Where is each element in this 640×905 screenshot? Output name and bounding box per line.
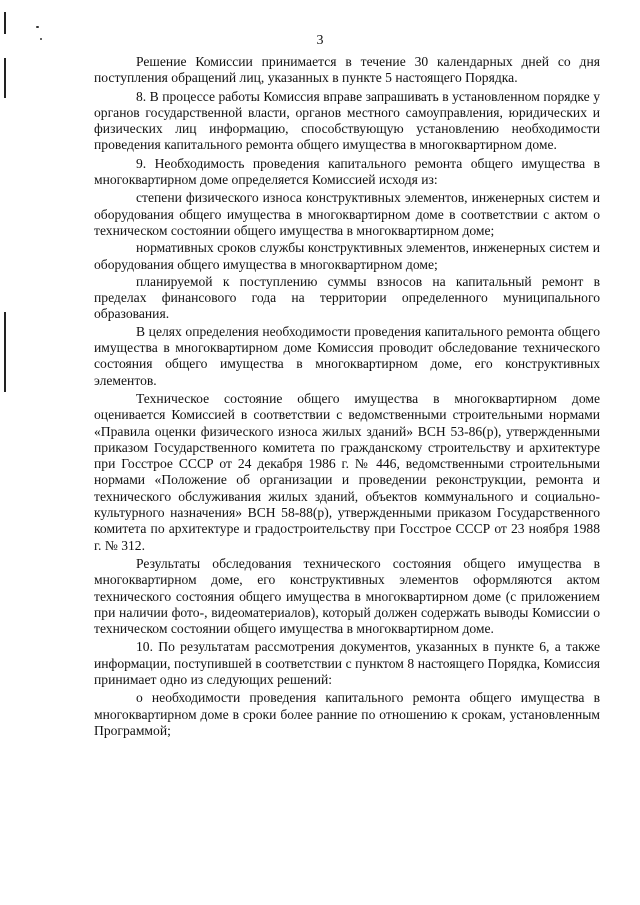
scan-margin-mark (4, 58, 6, 98)
scan-margin-mark (4, 312, 6, 392)
scan-margin-mark (4, 12, 6, 34)
criterion-service-life: нормативных сроков службы конструктивных элементов, инженерных систем и оборудования общего имущества в многоквартирном доме; (94, 240, 600, 272)
paragraph-9: 9. Необходимость проведения капитального ремонта общего имущества в многоквартирном доме определяется Комиссией исходя из: (94, 155, 600, 188)
paragraph-10: 10. По результатам рассмотрения документов, указанных в пункте 6, а также информации, поступившей в соответствии с пунктом 8 настоящего Порядка, Комиссия принимает одно из следующих решений: (94, 639, 600, 687)
decision-option-earlier: о необходимости проведения капитального ремонта общего имущества в многоквартирном доме в сроки более ранние по отношению к срокам, установленным Программой; (94, 690, 600, 738)
paragraph-decision-term: Решение Комиссии принимается в течение 30 календарных дней со дня поступления обращений лиц, указанных в пункте 5 настоящего Порядка. (94, 54, 600, 86)
paragraph-technical-state: Техническое состояние общего имущества в многоквартирном доме оценивается Комиссией в соответствии с ведомственными строительными нормами «Правила оценки физического износа жилых зданий» ВСН 53-86(р), утвержденными приказом Государственного комитета по гражданскому строительству и архитектуре при Госстрое СССР от 24 декабря 1986 г. № 446, ведомственными строительными нормами «Положение об организации и проведении реконструкции, ремонта и технического обслуживания жилых зданий, объектов коммунального и социально-культурного назначения» ВСН 58-88(р), утвержденными приказом Государственного комитета по архитектуре и градостроительству при Госстрое СССР от 23 ноября 1988 г. № 312. (94, 390, 600, 553)
scan-dot (36, 26, 39, 28)
document-body (94, 54, 600, 741)
criterion-contributions: планируемой к поступлению суммы взносов на капитальный ремонт в пределах финансового года на территории определенного муниципального образования. (94, 273, 600, 322)
paragraph-8: 8. В процессе работы Комиссия вправе запрашивать в установленном порядке у органов государственной власти, органов местного самоуправления, юридических и физических лиц информацию, способствующую установлению необходимости проведения капитального ремонта общего имущества в многоквартирном доме. (94, 88, 600, 153)
criterion-wear: степени физического износа конструктивных элементов, инженерных систем и оборудования общего имущества в многоквартирном доме в соответствии с актом о техническом состоянии общего имущества в многоквартирном доме; (94, 190, 600, 238)
scan-dot (40, 38, 42, 40)
page-number: 3 (316, 33, 324, 48)
paragraph-inspection-results: Результаты обследования технического состояния общего имущества в многоквартирном доме, его конструктивных элементов оформляются актом технического состояния общего имущества в многоквартирном доме (с приложением при наличии фото-, видеоматериалов), который должен содержать выводы Комиссии о техническом состоянии общего имущества в многоквартирном доме. (94, 555, 600, 637)
paragraph-inspection: В целях определения необходимости проведения капитального ремонта общего имущества в многоквартирном доме Комиссия проводит обследование технического состояния общего имущества в многоквартирном доме, его конструктивных элементов. (94, 323, 600, 388)
